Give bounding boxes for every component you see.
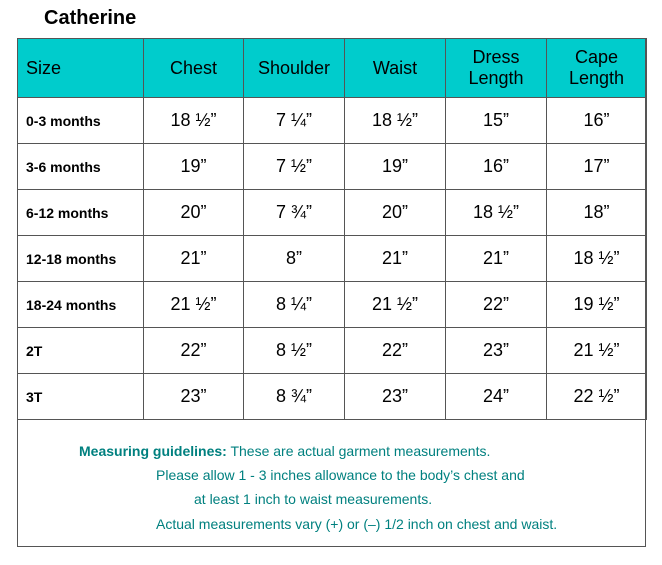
measurement-cell: 23” [446,328,547,374]
measurement-cell: 21” [446,236,547,282]
measurement-cell: 22” [345,328,446,374]
size-label-cell: 12-18 months [18,236,144,282]
measurement-cell: 23” [144,374,244,420]
size-label-cell: 6-12 months [18,190,144,236]
size-label-cell: 2T [18,328,144,374]
measurement-cell: 19 ½” [547,282,647,328]
measurement-cell: 16” [446,144,547,190]
measuring-guidelines [17,416,646,547]
page-title: Catherine [44,7,137,29]
header-dress-length: Dress Length [446,39,547,98]
header-size: Size [18,39,144,98]
size-label-cell: 0-3 months [18,98,144,144]
measurement-cell: 16” [547,98,647,144]
measurement-cell: 23” [345,374,446,420]
header-waist: Waist [345,39,446,98]
measurement-cell: 21 ½” [144,282,244,328]
guidelines-label: Measuring guidelines: [79,443,227,459]
measurement-cell: 18 ½” [547,236,647,282]
measurement-cell: 8” [244,236,345,282]
measurement-cell: 7 ¼” [244,98,345,144]
guidelines-line-4: Actual measurements vary (+) or (–) 1/2 inch on chest and waist. [156,516,558,532]
measurement-cell: 18” [547,190,647,236]
size-label-cell: 18-24 months [18,282,144,328]
measurement-cell: 15” [446,98,547,144]
guidelines-line-2: Please allow 1 - 3 inches allowance to the body’s chest and [156,467,525,483]
measurement-cell: 18 ½” [144,98,244,144]
measurement-cell: 8 ¾” [244,374,345,420]
measurement-cell: 21” [345,236,446,282]
size-label-cell: 3T [18,374,144,420]
header-cape-length: Cape Length [547,39,647,98]
guidelines-text-1: These are actual garment measurements. [226,443,491,459]
measurement-cell: 21” [144,236,244,282]
measurement-cell: 19” [144,144,244,190]
measurement-cell: 19” [345,144,446,190]
measurement-cell: 20” [345,190,446,236]
measurement-cell: 22” [446,282,547,328]
guidelines-line-1 [79,443,490,459]
measurement-cell: 7 ¾” [244,190,345,236]
header-chest: Chest [144,39,244,98]
measurement-cell: 21 ½” [547,328,647,374]
measurement-cell: 21 ½” [345,282,446,328]
measurement-cell: 7 ½” [244,144,345,190]
measurement-cell: 22 ½” [547,374,647,420]
measurement-cell: 22” [144,328,244,374]
measurement-cell: 18 ½” [446,190,547,236]
size-label-cell: 3-6 months [18,144,144,190]
measurement-cell: 24” [446,374,547,420]
header-shoulder: Shoulder [244,39,345,98]
measurement-cell: 8 ½” [244,328,345,374]
measurement-cell: 20” [144,190,244,236]
measurement-cell: 18 ½” [345,98,446,144]
measurement-cell: 8 ¼” [244,282,345,328]
measurement-cell: 17” [547,144,647,190]
guidelines-line-3: at least 1 inch to waist measurements. [194,491,433,507]
